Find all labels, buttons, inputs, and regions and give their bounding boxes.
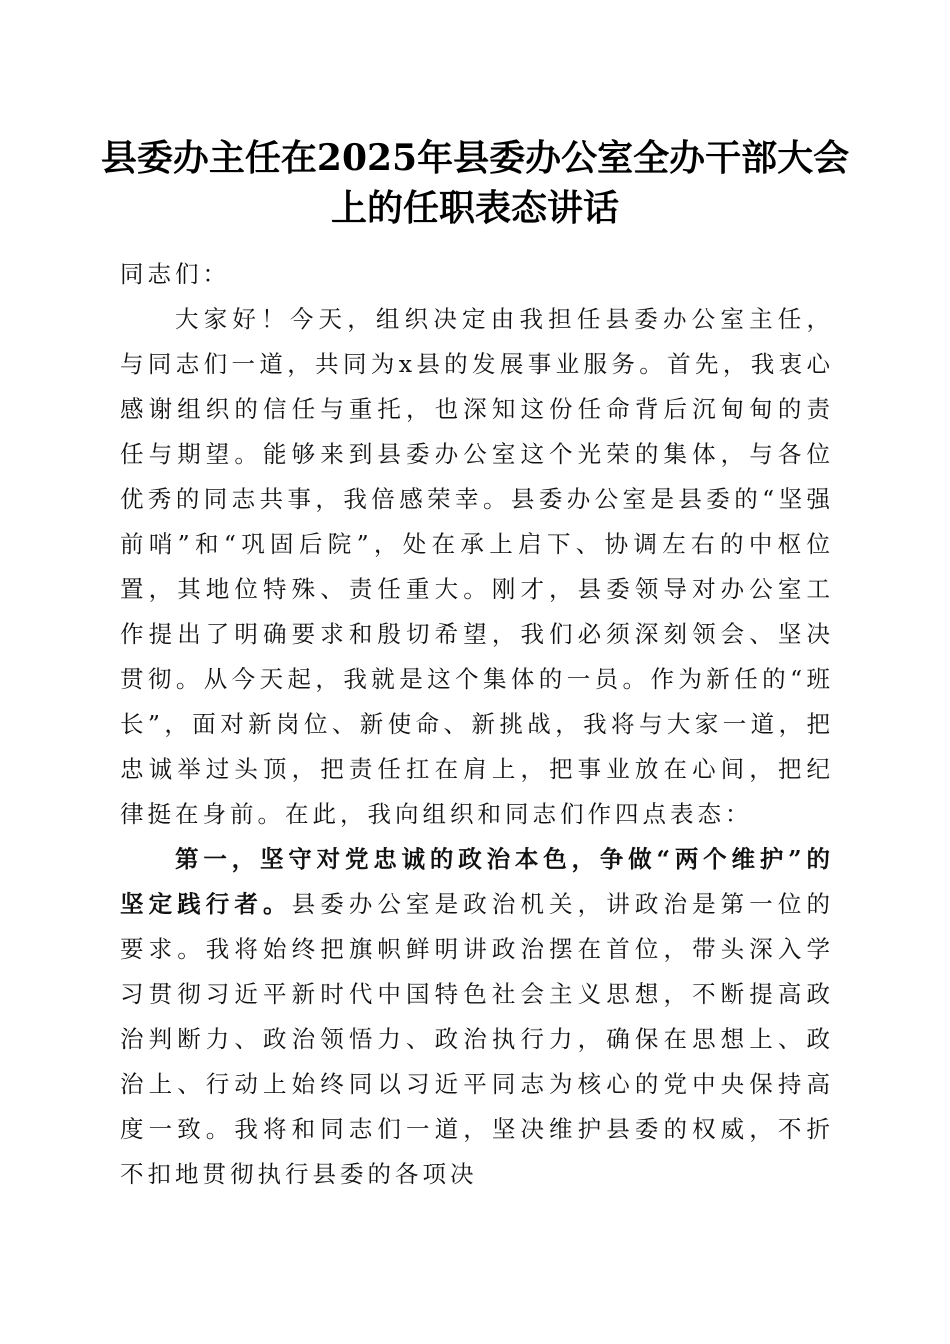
- salutation: 同志们：: [120, 260, 230, 288]
- paragraph-point-one-heading: 第一，坚守对党忠诚的政治本色，争做“两个维护”的坚定践行者。: [120, 845, 834, 918]
- paragraph-point-one: [120, 837, 834, 1197]
- paragraph-opening: [120, 297, 834, 837]
- paragraph-point-one-text: 县委办公室是政治机关，讲政治是第一位的要求。我将始终把旗帜鲜明讲政治摆在首位，带头深入学习贯彻习近平新时代中国特色社会主义思想，不断提高政治判断力、政治领悟力、政治执行力，确保在思想上、政治上、行动上始终同以习近平同志为核心的党中央保持高度一致。我将和同志们一道，坚决维护县委的权威，不折不扣地贯彻执行县委的各项决: [120, 890, 834, 1188]
- document-body: [120, 252, 834, 1197]
- document-title: 县委办主任在2025年县委办公室全办干部大会上的任职表态讲话: [100, 137, 850, 229]
- paragraph-opening-text: 大家好！今天，组织决定由我担任县委办公室主任，与同志们一道，共同为x县的发展事业服务。首先，我衷心感谢组织的信任与重托，也深知这份任命背后沉甸甸的责任与期望。能够来到县委办公室这个光荣的集体，与各位优秀的同志共事，我倍感荣幸。县委办公室是县委的“坚强前哨”和“巩固后院”，处在承上启下、协调左右的中枢位置，其地位特殊、责任重大。刚才，县委领导对办公室工作提出了明确要求和殷切希望，我们必须深刻领会、坚决贯彻。从今天起，我就是这个集体的一员。作为新任的“班长”，面对新岗位、新使命、新挑战，我将与大家一道，把忠诚举过头顶，把责任扛在肩上，把事业放在心间，把纪律挺在身前。在此，我向组织和同志们作四点表态：: [120, 305, 834, 828]
